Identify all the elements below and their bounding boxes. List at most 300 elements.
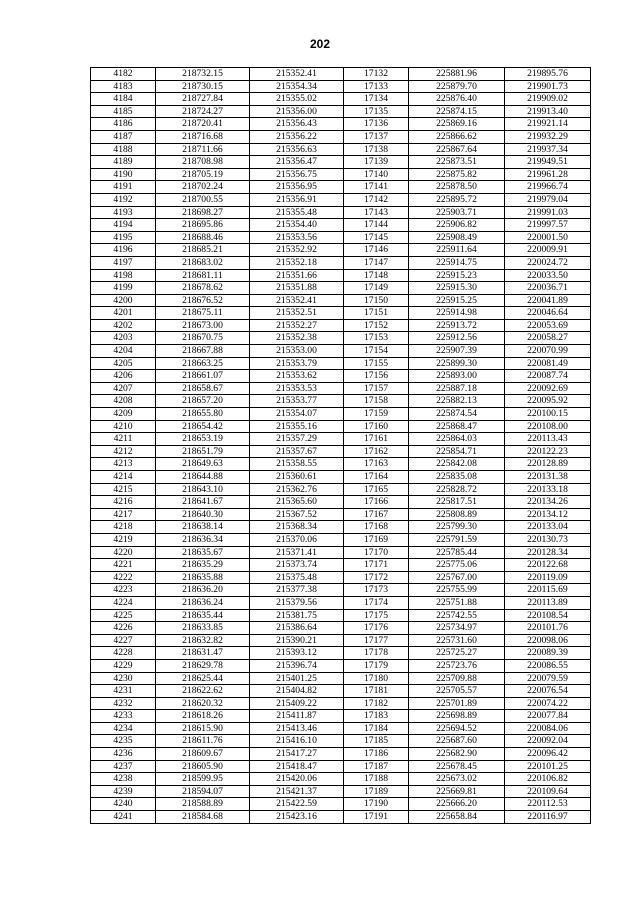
- table-row: [91, 445, 591, 458]
- table-row: [91, 672, 591, 685]
- table-row: [91, 634, 591, 647]
- table-cell: 215413.46: [250, 722, 344, 735]
- table-cell: 225678.45: [409, 760, 505, 773]
- table-cell: 218611.76: [156, 735, 250, 748]
- table-cell: 225893.00: [409, 370, 505, 383]
- table-cell: 4196: [91, 244, 156, 257]
- table-cell: 17136: [344, 118, 409, 131]
- page-number: 202: [309, 37, 331, 51]
- table-cell: 215393.12: [250, 647, 344, 660]
- table-cell: 218641.67: [156, 496, 250, 509]
- table-cell: 215356.47: [250, 156, 344, 169]
- table-cell: 218711.66: [156, 143, 250, 156]
- table-cell: 4193: [91, 206, 156, 219]
- table-cell: 17152: [344, 319, 409, 332]
- table-cell: 220113.43: [505, 433, 591, 446]
- table-cell: 4198: [91, 269, 156, 282]
- table-cell: 215404.82: [250, 685, 344, 698]
- table-cell: 218683.02: [156, 256, 250, 269]
- table-cell: 215355.16: [250, 420, 344, 433]
- table-row: [91, 395, 591, 408]
- table-cell: 218716.68: [156, 130, 250, 143]
- table-cell: 4230: [91, 672, 156, 685]
- table-cell: 4183: [91, 80, 156, 93]
- table-cell: 219949.51: [505, 156, 591, 169]
- table-cell: 218676.52: [156, 294, 250, 307]
- table-cell: 220113.89: [505, 596, 591, 609]
- table-cell: 220033.50: [505, 269, 591, 282]
- table-row: [91, 483, 591, 496]
- table-cell: 17180: [344, 672, 409, 685]
- table-cell: 17164: [344, 471, 409, 484]
- table-cell: 4222: [91, 571, 156, 584]
- table-cell: 220092.69: [505, 382, 591, 395]
- table-cell: 4218: [91, 521, 156, 534]
- table-cell: 225767.00: [409, 571, 505, 584]
- table-cell: 215373.74: [250, 559, 344, 572]
- table-cell: 218632.82: [156, 634, 250, 647]
- table-cell: 4241: [91, 811, 156, 824]
- table-cell: 4201: [91, 307, 156, 320]
- table-cell: 220076.54: [505, 685, 591, 698]
- table-cell: 4226: [91, 622, 156, 635]
- table-row: [91, 231, 591, 244]
- table-cell: 4229: [91, 659, 156, 672]
- table-cell: 225873.51: [409, 156, 505, 169]
- table-cell: 218657.20: [156, 395, 250, 408]
- table-cell: 17188: [344, 773, 409, 786]
- table-cell: 225751.88: [409, 596, 505, 609]
- table-cell: 218618.26: [156, 710, 250, 723]
- table-cell: 4205: [91, 357, 156, 370]
- table-row: [91, 622, 591, 635]
- table-cell: 215371.41: [250, 546, 344, 559]
- table-cell: 4223: [91, 584, 156, 597]
- table-cell: 17169: [344, 533, 409, 546]
- table-cell: 4214: [91, 471, 156, 484]
- table-cell: 215351.88: [250, 282, 344, 295]
- table-row: [91, 722, 591, 735]
- table-cell: 215352.92: [250, 244, 344, 257]
- table-cell: 220036.71: [505, 282, 591, 295]
- table-cell: 4237: [91, 760, 156, 773]
- table-cell: 215354.40: [250, 219, 344, 232]
- table-cell: 218636.34: [156, 533, 250, 546]
- table-cell: 4192: [91, 193, 156, 206]
- table-cell: 218654.42: [156, 420, 250, 433]
- table-row: [91, 319, 591, 332]
- table-cell: 218635.44: [156, 609, 250, 622]
- table-cell: 17191: [344, 811, 409, 824]
- table-cell: 219913.40: [505, 105, 591, 118]
- table-cell: 215423.16: [250, 811, 344, 824]
- table-cell: 17166: [344, 496, 409, 509]
- table-row: [91, 420, 591, 433]
- table-cell: 225875.82: [409, 168, 505, 181]
- table-cell: 215352.51: [250, 307, 344, 320]
- table-cell: 218667.88: [156, 345, 250, 358]
- table-cell: 4239: [91, 785, 156, 798]
- table-cell: 4209: [91, 408, 156, 421]
- table-cell: 218720.41: [156, 118, 250, 131]
- table-row: [91, 659, 591, 672]
- table-cell: 218727.84: [156, 93, 250, 106]
- table-row: [91, 773, 591, 786]
- table-cell: 225912.56: [409, 332, 505, 345]
- table-cell: 4216: [91, 496, 156, 509]
- table-cell: 17159: [344, 408, 409, 421]
- table-cell: 215352.41: [250, 68, 344, 81]
- table-cell: 215356.75: [250, 168, 344, 181]
- table-cell: 219991.03: [505, 206, 591, 219]
- table-cell: 225881.96: [409, 68, 505, 81]
- table-cell: 218663.25: [156, 357, 250, 370]
- table-cell: 218655.80: [156, 408, 250, 421]
- table-row: [91, 798, 591, 811]
- table-row: [91, 609, 591, 622]
- table-cell: 4227: [91, 634, 156, 647]
- table-cell: 17178: [344, 647, 409, 660]
- table-cell: 225915.25: [409, 294, 505, 307]
- table-row: [91, 811, 591, 824]
- table-cell: 225867.64: [409, 143, 505, 156]
- table-cell: 225895.72: [409, 193, 505, 206]
- table-cell: 219921.14: [505, 118, 591, 131]
- table-cell: 218658.67: [156, 382, 250, 395]
- table-row: [91, 105, 591, 118]
- table-cell: 218615.90: [156, 722, 250, 735]
- table-cell: 4195: [91, 231, 156, 244]
- table-cell: 4208: [91, 395, 156, 408]
- table-cell: 17143: [344, 206, 409, 219]
- table-cell: 215421.37: [250, 785, 344, 798]
- table-cell: 218594.07: [156, 785, 250, 798]
- table-cell: 4200: [91, 294, 156, 307]
- table-cell: 225817.51: [409, 496, 505, 509]
- table-cell: 219997.57: [505, 219, 591, 232]
- table-row: [91, 508, 591, 521]
- table-cell: 17182: [344, 697, 409, 710]
- table-cell: 225913.72: [409, 319, 505, 332]
- table-cell: 218673.00: [156, 319, 250, 332]
- table-cell: 17181: [344, 685, 409, 698]
- table-cell: 17183: [344, 710, 409, 723]
- table-cell: 218681.11: [156, 269, 250, 282]
- table-cell: 4213: [91, 458, 156, 471]
- table-cell: 218730.15: [156, 80, 250, 93]
- table-cell: 17153: [344, 332, 409, 345]
- table-cell: 219901.73: [505, 80, 591, 93]
- table-cell: 220089.39: [505, 647, 591, 660]
- table-cell: 215420.06: [250, 773, 344, 786]
- table-cell: 17151: [344, 307, 409, 320]
- table-cell: 218622.62: [156, 685, 250, 698]
- table-cell: 17134: [344, 93, 409, 106]
- table-row: [91, 471, 591, 484]
- table-cell: 225906.82: [409, 219, 505, 232]
- table-row: [91, 307, 591, 320]
- table-cell: 220086.55: [505, 659, 591, 672]
- table-cell: 17174: [344, 596, 409, 609]
- table-cell: 215411.87: [250, 710, 344, 723]
- table-cell: 218695.86: [156, 219, 250, 232]
- table-cell: 225687.60: [409, 735, 505, 748]
- table-cell: 220106.82: [505, 773, 591, 786]
- table-cell: 220101.25: [505, 760, 591, 773]
- table-row: [91, 256, 591, 269]
- table-row: [91, 269, 591, 282]
- table-row: [91, 294, 591, 307]
- table-cell: 4184: [91, 93, 156, 106]
- table-cell: 218702.24: [156, 181, 250, 194]
- table-row: [91, 785, 591, 798]
- table-cell: 218588.89: [156, 798, 250, 811]
- table-cell: 225879.70: [409, 80, 505, 93]
- table-cell: 225673.02: [409, 773, 505, 786]
- table-cell: 220122.23: [505, 445, 591, 458]
- table-cell: 215353.79: [250, 357, 344, 370]
- table-cell: 220079.59: [505, 672, 591, 685]
- table-cell: 17133: [344, 80, 409, 93]
- table-cell: 218633.85: [156, 622, 250, 635]
- table-cell: 218599.95: [156, 773, 250, 786]
- table-cell: 219909.02: [505, 93, 591, 106]
- table-cell: 219932.29: [505, 130, 591, 143]
- table-row: [91, 193, 591, 206]
- table-cell: 220053.69: [505, 319, 591, 332]
- table-cell: 215357.29: [250, 433, 344, 446]
- table-cell: 220115.69: [505, 584, 591, 597]
- table-cell: 17137: [344, 130, 409, 143]
- table-cell: 225874.54: [409, 408, 505, 421]
- table-cell: 219966.74: [505, 181, 591, 194]
- table-cell: 225903.71: [409, 206, 505, 219]
- table-cell: 225755.99: [409, 584, 505, 597]
- table-cell: 4234: [91, 722, 156, 735]
- table-cell: 4221: [91, 559, 156, 572]
- table-cell: 225864.03: [409, 433, 505, 446]
- table-cell: 220122.68: [505, 559, 591, 572]
- coordinates-table: [90, 67, 591, 824]
- table-row: [91, 244, 591, 257]
- table-cell: 215375.48: [250, 571, 344, 584]
- table-cell: 220133.18: [505, 483, 591, 496]
- table-cell: 220096.42: [505, 748, 591, 761]
- table-cell: 4189: [91, 156, 156, 169]
- table-cell: 219937.34: [505, 143, 591, 156]
- table-cell: 17139: [344, 156, 409, 169]
- table-cell: 220070.99: [505, 345, 591, 358]
- table-cell: 225854.71: [409, 445, 505, 458]
- table-cell: 4224: [91, 596, 156, 609]
- table-cell: 218638.14: [156, 521, 250, 534]
- table-cell: 4238: [91, 773, 156, 786]
- table-row: [91, 370, 591, 383]
- table-row: [91, 596, 591, 609]
- table-cell: 4204: [91, 345, 156, 358]
- table-row: [91, 685, 591, 698]
- table-cell: 218698.27: [156, 206, 250, 219]
- table-cell: 219895.76: [505, 68, 591, 81]
- table-cell: 218661.07: [156, 370, 250, 383]
- table-row: [91, 647, 591, 660]
- table-row: [91, 345, 591, 358]
- table-cell: 220130.73: [505, 533, 591, 546]
- table-cell: 220112.53: [505, 798, 591, 811]
- table-cell: 225731.60: [409, 634, 505, 647]
- table-cell: 225742.55: [409, 609, 505, 622]
- table-row: [91, 735, 591, 748]
- table-cell: 17177: [344, 634, 409, 647]
- table-cell: 225723.76: [409, 659, 505, 672]
- table-cell: 4232: [91, 697, 156, 710]
- table-cell: 215354.07: [250, 408, 344, 421]
- table-cell: 225682.90: [409, 748, 505, 761]
- table-row: [91, 168, 591, 181]
- table-cell: 215353.00: [250, 345, 344, 358]
- table-cell: 220084.06: [505, 722, 591, 735]
- table-cell: 218675.11: [156, 307, 250, 320]
- table-cell: 218584.68: [156, 811, 250, 824]
- table-cell: 17160: [344, 420, 409, 433]
- table-cell: 215416.10: [250, 735, 344, 748]
- table-cell: 225785.44: [409, 546, 505, 559]
- table-row: [91, 546, 591, 559]
- table-row: [91, 282, 591, 295]
- table-cell: 218688.46: [156, 231, 250, 244]
- table-cell: 17158: [344, 395, 409, 408]
- table-cell: 218685.21: [156, 244, 250, 257]
- table-cell: 225799.30: [409, 521, 505, 534]
- table-row: [91, 458, 591, 471]
- table-cell: 215357.67: [250, 445, 344, 458]
- table-row: [91, 118, 591, 131]
- table-cell: 4197: [91, 256, 156, 269]
- table-row: [91, 130, 591, 143]
- coordinates-table-body: [91, 68, 591, 824]
- table-row: [91, 156, 591, 169]
- table-row: [91, 357, 591, 370]
- table-cell: 220074.22: [505, 697, 591, 710]
- table-cell: 17138: [344, 143, 409, 156]
- table-cell: 215353.77: [250, 395, 344, 408]
- table-cell: 17185: [344, 735, 409, 748]
- table-cell: 17141: [344, 181, 409, 194]
- table-cell: 215352.41: [250, 294, 344, 307]
- table-cell: 4186: [91, 118, 156, 131]
- table-cell: 215356.22: [250, 130, 344, 143]
- table-cell: 225709.88: [409, 672, 505, 685]
- table-cell: 225868.47: [409, 420, 505, 433]
- table-row: [91, 93, 591, 106]
- table-cell: 225915.30: [409, 282, 505, 295]
- table-cell: 220024.72: [505, 256, 591, 269]
- table-cell: 220128.34: [505, 546, 591, 559]
- table-cell: 220098.06: [505, 634, 591, 647]
- table-cell: 218636.20: [156, 584, 250, 597]
- table-cell: 4219: [91, 533, 156, 546]
- table-cell: 4211: [91, 433, 156, 446]
- table-cell: 218635.88: [156, 571, 250, 584]
- table-cell: 215353.56: [250, 231, 344, 244]
- table-cell: 4202: [91, 319, 156, 332]
- table-cell: 220134.12: [505, 508, 591, 521]
- table-row: [91, 697, 591, 710]
- table-cell: 17154: [344, 345, 409, 358]
- table-cell: 17157: [344, 382, 409, 395]
- table-cell: 215356.00: [250, 105, 344, 118]
- table-cell: 17165: [344, 483, 409, 496]
- table-cell: 215352.38: [250, 332, 344, 345]
- table-cell: 225876.40: [409, 93, 505, 106]
- table-cell: 4207: [91, 382, 156, 395]
- table-cell: 215355.48: [250, 206, 344, 219]
- table-cell: 17187: [344, 760, 409, 773]
- table-cell: 4185: [91, 105, 156, 118]
- table-cell: 215417.27: [250, 748, 344, 761]
- table-cell: 225899.30: [409, 357, 505, 370]
- table-cell: 17176: [344, 622, 409, 635]
- table-cell: 215351.66: [250, 269, 344, 282]
- table-cell: 220119.09: [505, 571, 591, 584]
- table-row: [91, 521, 591, 534]
- table-cell: 215367.52: [250, 508, 344, 521]
- table-cell: 218705.19: [156, 168, 250, 181]
- table-cell: 17173: [344, 584, 409, 597]
- table-cell: 220046.64: [505, 307, 591, 320]
- table-cell: 215356.95: [250, 181, 344, 194]
- table-cell: 215381.75: [250, 609, 344, 622]
- table-cell: 218678.62: [156, 282, 250, 295]
- table-cell: 225791.59: [409, 533, 505, 546]
- table-cell: 215353.62: [250, 370, 344, 383]
- table-cell: 215418.47: [250, 760, 344, 773]
- table-cell: 225915.23: [409, 269, 505, 282]
- table-row: [91, 143, 591, 156]
- table-cell: 17156: [344, 370, 409, 383]
- table-cell: 225705.57: [409, 685, 505, 698]
- table-cell: 225808.89: [409, 508, 505, 521]
- table-row: [91, 748, 591, 761]
- table-cell: 215396.74: [250, 659, 344, 672]
- table-cell: 225914.98: [409, 307, 505, 320]
- table-cell: 218631.47: [156, 647, 250, 660]
- table-cell: 4231: [91, 685, 156, 698]
- table-cell: 4236: [91, 748, 156, 761]
- table-cell: 215356.43: [250, 118, 344, 131]
- table-row: [91, 433, 591, 446]
- table-cell: 225869.16: [409, 118, 505, 131]
- table-cell: 17167: [344, 508, 409, 521]
- table-cell: 218620.32: [156, 697, 250, 710]
- table-cell: 215379.56: [250, 596, 344, 609]
- table-cell: 225835.08: [409, 471, 505, 484]
- table-cell: 218635.29: [156, 559, 250, 572]
- table-row: [91, 206, 591, 219]
- table-cell: 4191: [91, 181, 156, 194]
- table-cell: 17155: [344, 357, 409, 370]
- table-cell: 215401.25: [250, 672, 344, 685]
- table-cell: 4199: [91, 282, 156, 295]
- table-cell: 218700.55: [156, 193, 250, 206]
- table-cell: 220081.49: [505, 357, 591, 370]
- table-cell: 215352.27: [250, 319, 344, 332]
- table-cell: 218640.30: [156, 508, 250, 521]
- table-cell: 218609.67: [156, 748, 250, 761]
- table-cell: 17144: [344, 219, 409, 232]
- table-cell: 215365.60: [250, 496, 344, 509]
- table-cell: 218636.24: [156, 596, 250, 609]
